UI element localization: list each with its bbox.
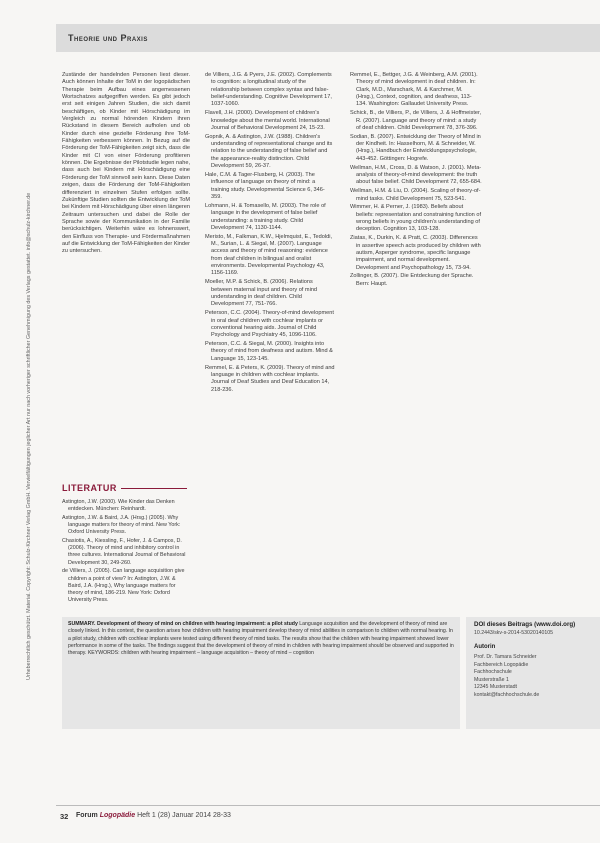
section-title: Theorie und Praxis <box>68 33 148 43</box>
literature-heading-text: LITERATUR <box>62 483 117 493</box>
summary-body: Language acquisition and the development of theory of mind are closely linked. In this context, the question arises how children with hearing impairment develop theory of mind abilities in comparison to children with normal hearing. In a pilot study, children with cochlear implants were tested using different theory of mind tasks. The results show that the children with hearing impairment showed lower performance in some of the tasks. The findings suggest that the development of theory of mind in children with hearing impairment should be observed and supported in therapy. <box>68 621 454 657</box>
author-line: 12345 Musterstadt <box>474 684 517 690</box>
reference-item: de Villiers, J. (2005). Can language acquisition give children a point of view? In: Astington, J.W. & Baird, J.A. (Hrsg.), Why language matters for theory of mind, 186-219. New York: Oxford University Press. <box>62 568 185 604</box>
reference-item: Wimmer, H. & Perner, J. (1983). Beliefs about beliefs: representation and constraining function of wrong beliefs in young children's understanding of deception. Cognition 13, 103-128. <box>350 204 482 233</box>
reference-item: Remmel, E. & Peters, K. (2009). Theory of mind and language in children with cochlear implants. Journal of Deaf Studies and Deaf Education 14, 218-236. <box>205 364 335 393</box>
doi-title: DOI dieses Beitrags (www.doi.org) <box>474 621 576 628</box>
reference-item: Peterson, C.C. (2004). Theory-of-mind development in oral deaf children with cochlear implants or conventional hearing aids. Journal of Child Psychology and Psychiatry 45, 1096-1106. <box>205 310 334 339</box>
doi-value: 10.2443/skv-s-2014-53020140105 <box>474 630 554 636</box>
summary-title: Development of theory of mind on children with hearing impairment: a pilot study <box>96 621 298 627</box>
reference-item: Astington, J.W. & Baird, J.A. (Hrsg.) (2005). Why language matters for theory of mind. New York: Oxford University Press. <box>62 514 181 536</box>
author-address <box>474 654 598 699</box>
reference-item: Wellman, H.M. & Liu, D. (2004). Scaling of theory-of-mind tasks. Child Development 75, 523-541. <box>350 188 481 202</box>
reference-item: Chasiotis, A., Kiessling, F., Hofer, J. & Campos, D. (2006). Theory of mind and inhibitory control in three cultures. International Journal of Behavioral Development 30, 249-260. <box>62 538 186 566</box>
author-line: Musterstraße 1 <box>474 676 509 683</box>
author-line: Fachbereich Logopädie <box>474 661 529 668</box>
reference-item: Ziatas, K., Durkin, K. & Pratt, C. (2003). Differences in assertive speech acts produced by children with autism, Asperger syndrome, specific language impairment, and normal development. Development and Psychopathology 15, 73-94. <box>350 235 481 271</box>
author-line: Fachhochschule <box>474 669 512 675</box>
reference-item: de Villiers, J.G. & Pyers, J.E. (2002). Complements to cognition: a longitudinal study of the relationship between complex syntax and false-belief-understanding. Cognitive Development 17, 1037-1060. <box>205 72 332 108</box>
author-line: kontakt@fachhochschule.de <box>474 691 540 698</box>
reference-item: Flavell, J.H. (2000). Development of children's knowledge about the mental world. International Journal of Behavioral Development 24, 15-23. <box>205 110 330 131</box>
summary-keywords: KEYWORDS: children with hearing impairment – language acquisition – theory of mind – cognition <box>87 650 314 657</box>
journal-footer <box>76 812 231 819</box>
journal-prefix: Forum <box>76 812 98 819</box>
reference-item: Sodian, B. (2007). Entwicklung der Theory of Mind in der Kindheit. In: Hasselhorn, M. & Schneider, W. (Hrsg.), Handbuch der Entwicklungspsychologie, 443-452. Göttingen: Hogrefe. <box>350 133 481 162</box>
reference-item: Lohmann, H. & Tomasello, M. (2003). The role of language in the development of false belief understanding: a training study. Child Development 74, 1130-1144. <box>205 202 326 231</box>
summary-text <box>68 621 454 658</box>
reference-item: Peterson, C.C. & Siegal, M. (2000). Insights into theory of mind from deafness and autism. Mind & Language 15, 123-145. <box>205 341 333 362</box>
page-number: 32 <box>60 812 69 821</box>
journal-issue: Heft 1 (28) Januar 2014 28-33 <box>137 812 231 819</box>
body-column-1 <box>62 72 190 256</box>
reference-item: Astington, J.W. (2000). Wie Kinder das Denken entdecken. München: Reinhardt. <box>62 499 175 513</box>
footer-rule <box>56 805 600 806</box>
reference-item: Meristo, M., Falkman, K.W., Hjelmquist, E., Tedoldi, M., Surian, L. & Siegal, M. (2007). Language access and theory of mind reasoning: evidence from deaf children in bilingual and oralist environments. Developmental Psychology 43, 1156-1169. <box>205 233 333 277</box>
summary-label: SUMMARY. <box>68 621 96 627</box>
author-line: Prof. Dr. Tamara Schneider <box>474 654 537 660</box>
reference-item: Moeller, M.P. & Schick, B. (2006). Relations between maternal input and theory of mind understanding in deaf children. Child Development 77, 751-766. <box>205 279 318 308</box>
references-column-3 <box>350 72 482 290</box>
reference-item: Wellman, H.M., Cross, D. & Watson, J. (2001). Meta-analysis of theory-of-mind development: the truth about false belief. Child Development 72, 655-684. <box>350 164 482 186</box>
references-column-2 <box>205 72 335 395</box>
body-paragraph: Zustände der handelnden Personen liest dieser. Auch können Inhalte der ToM in der logopädischen Therapie beim Aufbau eines angemessenen Wortschatzes aufgegriffen werden. Es gibt jedoch erst seit einigen Jahren Studien, die sich damit beschäftigen, ob Kinder mit Hörschädigung im Vergleich zu normal hörenden Kindern ihren Rückstand in diesem Bereich aufholen und ob Kinder durch eine gezielte Förderung ihre ToM-Fähigkeiten verbessern können. In Bezug auf die Förderung der ToM-Fähigkeiten zeigt sich, dass die Kinder mit CI von einer Förderung profitieren können. Die Ergebnisse der Pilotstudie legen nahe, dass auch bei Kindern mit Hörschädigung eine Förderung der ToM sinnvoll sein kann. Diese Daten zeigen, dass die Förderung der ToM-Fähigkeiten differenziert in einzelnen Stufen erfolgen sollte. Zukünftige Studien sollten die Entwicklung der ToM bei Kindern mit Hörschädigung über einen längeren Zeitraum untersuchen und dabei die Rolle der Sprache sowie der Kommunikation in der Familie berücksichtigen. Weiterhin wäre es lohnenswert, den Einfluss von Therapie- und Fördermaßnahmen auf die Entwicklung der ToM-Fähigkeiten der Kinder zu untersuchen. <box>62 72 190 255</box>
heading-rule <box>121 488 187 489</box>
references-column-1 <box>62 499 190 606</box>
author-heading: Autorin <box>474 644 496 650</box>
reference-item: Zollinger, B. (2007). Die Entdeckung der Sprache. Bern: Haupt. <box>350 273 474 287</box>
reference-item: Gopnik, A. & Astington, J.W. (1988). Children's understanding of representational change and its relation to the understanding of false belief and the appearance-reality distinction. Child Development 59, 26-37. <box>205 133 333 170</box>
literature-heading <box>62 483 190 493</box>
journal-logo: Logopädie <box>99 812 136 819</box>
reference-item: Remmel, E., Bettger, J.G. & Weinberg, A.M. (2001). Theory of mind development in deaf children. In: Clark, M.D., Marschark, M. & Karchmer, M. (Hrsg.), Context, cognition, and deafness, 113-134. Washington: Gallaudet University Press. <box>350 72 478 108</box>
reference-item: Hale, C.M. & Tager-Flusberg, H. (2003). The influence of language on theory of mind: a training study. Developmental Science 6, 346-359. <box>205 171 325 200</box>
reference-item: Schick, B., de Villiers, P., de Villiers, J. & Hoffmeister, R. (2007). Language and theory of mind: a study of deaf children. Child Development 78, 376-396. <box>350 110 482 131</box>
copyright-side-note: Urheberrechtlich geschützt. Material. Copyright: Schulz-Kirchner Verlag GmbH. Vervielfältigungen jeglicher Art nur nach vorheriger schriftlicher Genehmigung des Verlags gestattet. info@schulz-kirchner.de <box>26 192 32 680</box>
